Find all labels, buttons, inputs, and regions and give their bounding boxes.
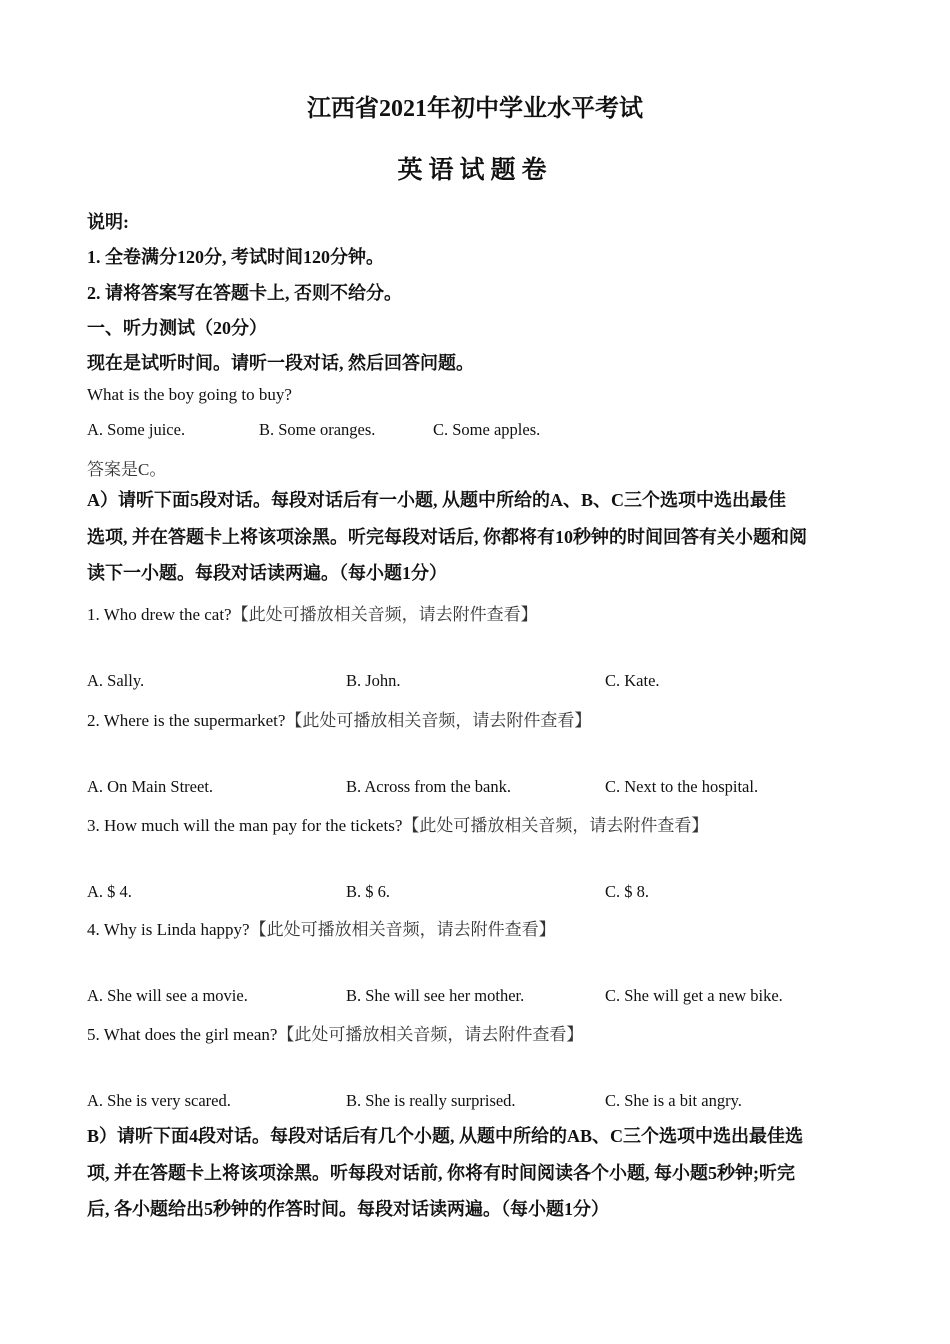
practice-option: C. Some apples. xyxy=(433,420,541,439)
practice-option: A. Some juice. xyxy=(87,420,186,439)
practice-intro: 现在是试听时间。请听一段对话, 然后回答问题。 xyxy=(87,353,474,373)
audio-note: 【此处可播放相关音频，请去附件查看】 xyxy=(285,711,592,730)
part-b-line: B）请听下面4段对话。每段对话后有几个小题, 从题中所给的AB、C三个选项中选出最佳选 xyxy=(87,1126,804,1146)
option: C. She will get a new bike. xyxy=(605,986,783,1005)
question-text: 4. Why is Linda happy? xyxy=(87,920,250,939)
instruction-item: 1. 全卷满分120分, 考试时间120分钟。 xyxy=(87,247,384,267)
option: B. She is really surprised. xyxy=(346,1091,516,1110)
part-a-line: 选项, 并在答题卡上将该项涂黑。听完每段对话后, 你都将有10秒钟的时间回答有关小题和阅 xyxy=(87,526,807,547)
question-text: 1. Who drew the cat? xyxy=(87,605,232,624)
question-text: 3. How much will the man pay for the tickets? xyxy=(87,816,403,835)
option: A. She will see a movie. xyxy=(87,986,248,1005)
option: B. Across from the bank. xyxy=(346,777,511,796)
part-b-line: 后, 各小题给出5秒钟的作答时间。每段对话读两遍。（每小题1分） xyxy=(87,1199,609,1219)
page-subtitle: 英语试题卷 xyxy=(397,157,553,184)
part-a-instructions xyxy=(87,482,867,592)
audio-note: 【此处可播放相关音频，请去附件查看】 xyxy=(277,1025,584,1044)
page-title: 江西省2021年初中学业水平考试 xyxy=(307,96,643,122)
option: C. Kate. xyxy=(605,671,660,690)
question-2 xyxy=(87,706,591,731)
option: C. She is a bit angry. xyxy=(605,1091,742,1110)
question-4 xyxy=(87,915,556,940)
option: B. She will see her mother. xyxy=(346,986,525,1005)
question-text: 5. What does the girl mean? xyxy=(87,1025,278,1044)
option: B. John. xyxy=(346,671,401,690)
option: A. She is very scared. xyxy=(87,1091,231,1110)
option: A. On Main Street. xyxy=(87,777,214,796)
audio-note: 【此处可播放相关音频，请去附件查看】 xyxy=(402,816,709,835)
option: A. Sally. xyxy=(87,671,145,690)
question-3 xyxy=(87,811,708,836)
audio-note: 【此处可播放相关音频，请去附件查看】 xyxy=(231,605,538,624)
option: C. $ 8. xyxy=(605,882,650,901)
option: A. $ 4. xyxy=(87,882,132,901)
question-5 xyxy=(87,1020,583,1045)
part-a-line: 读下一小题。每段对话读两遍。（每小题1分） xyxy=(87,563,447,583)
question-text: 2. Where is the supermarket? xyxy=(87,711,286,730)
part-b-line: 项, 并在答题卡上将该项涂黑。听每段对话前, 你将有时间阅读各个小题, 每小题5秒钟;听完 xyxy=(87,1162,795,1183)
audio-note: 【此处可播放相关音频，请去附件查看】 xyxy=(249,920,556,939)
instructions-label: 说明: xyxy=(87,212,129,232)
practice-answer: 答案是C。 xyxy=(87,460,167,479)
part-b-instructions xyxy=(87,1118,867,1228)
instruction-item: 2. 请将答案写在答题卡上, 否则不给分。 xyxy=(87,283,402,303)
option: C. Next to the hospital. xyxy=(605,777,759,796)
practice-option: B. Some oranges. xyxy=(259,420,376,439)
section-heading: 一、听力测试（20分） xyxy=(87,318,267,338)
practice-question: What is the boy going to buy? xyxy=(87,385,292,404)
question-1 xyxy=(87,600,538,625)
part-a-line: A）请听下面5段对话。每段对话后有一小题, 从题中所给的A、B、C三个选项中选出最佳 xyxy=(87,490,786,510)
option: B. $ 6. xyxy=(346,882,391,901)
